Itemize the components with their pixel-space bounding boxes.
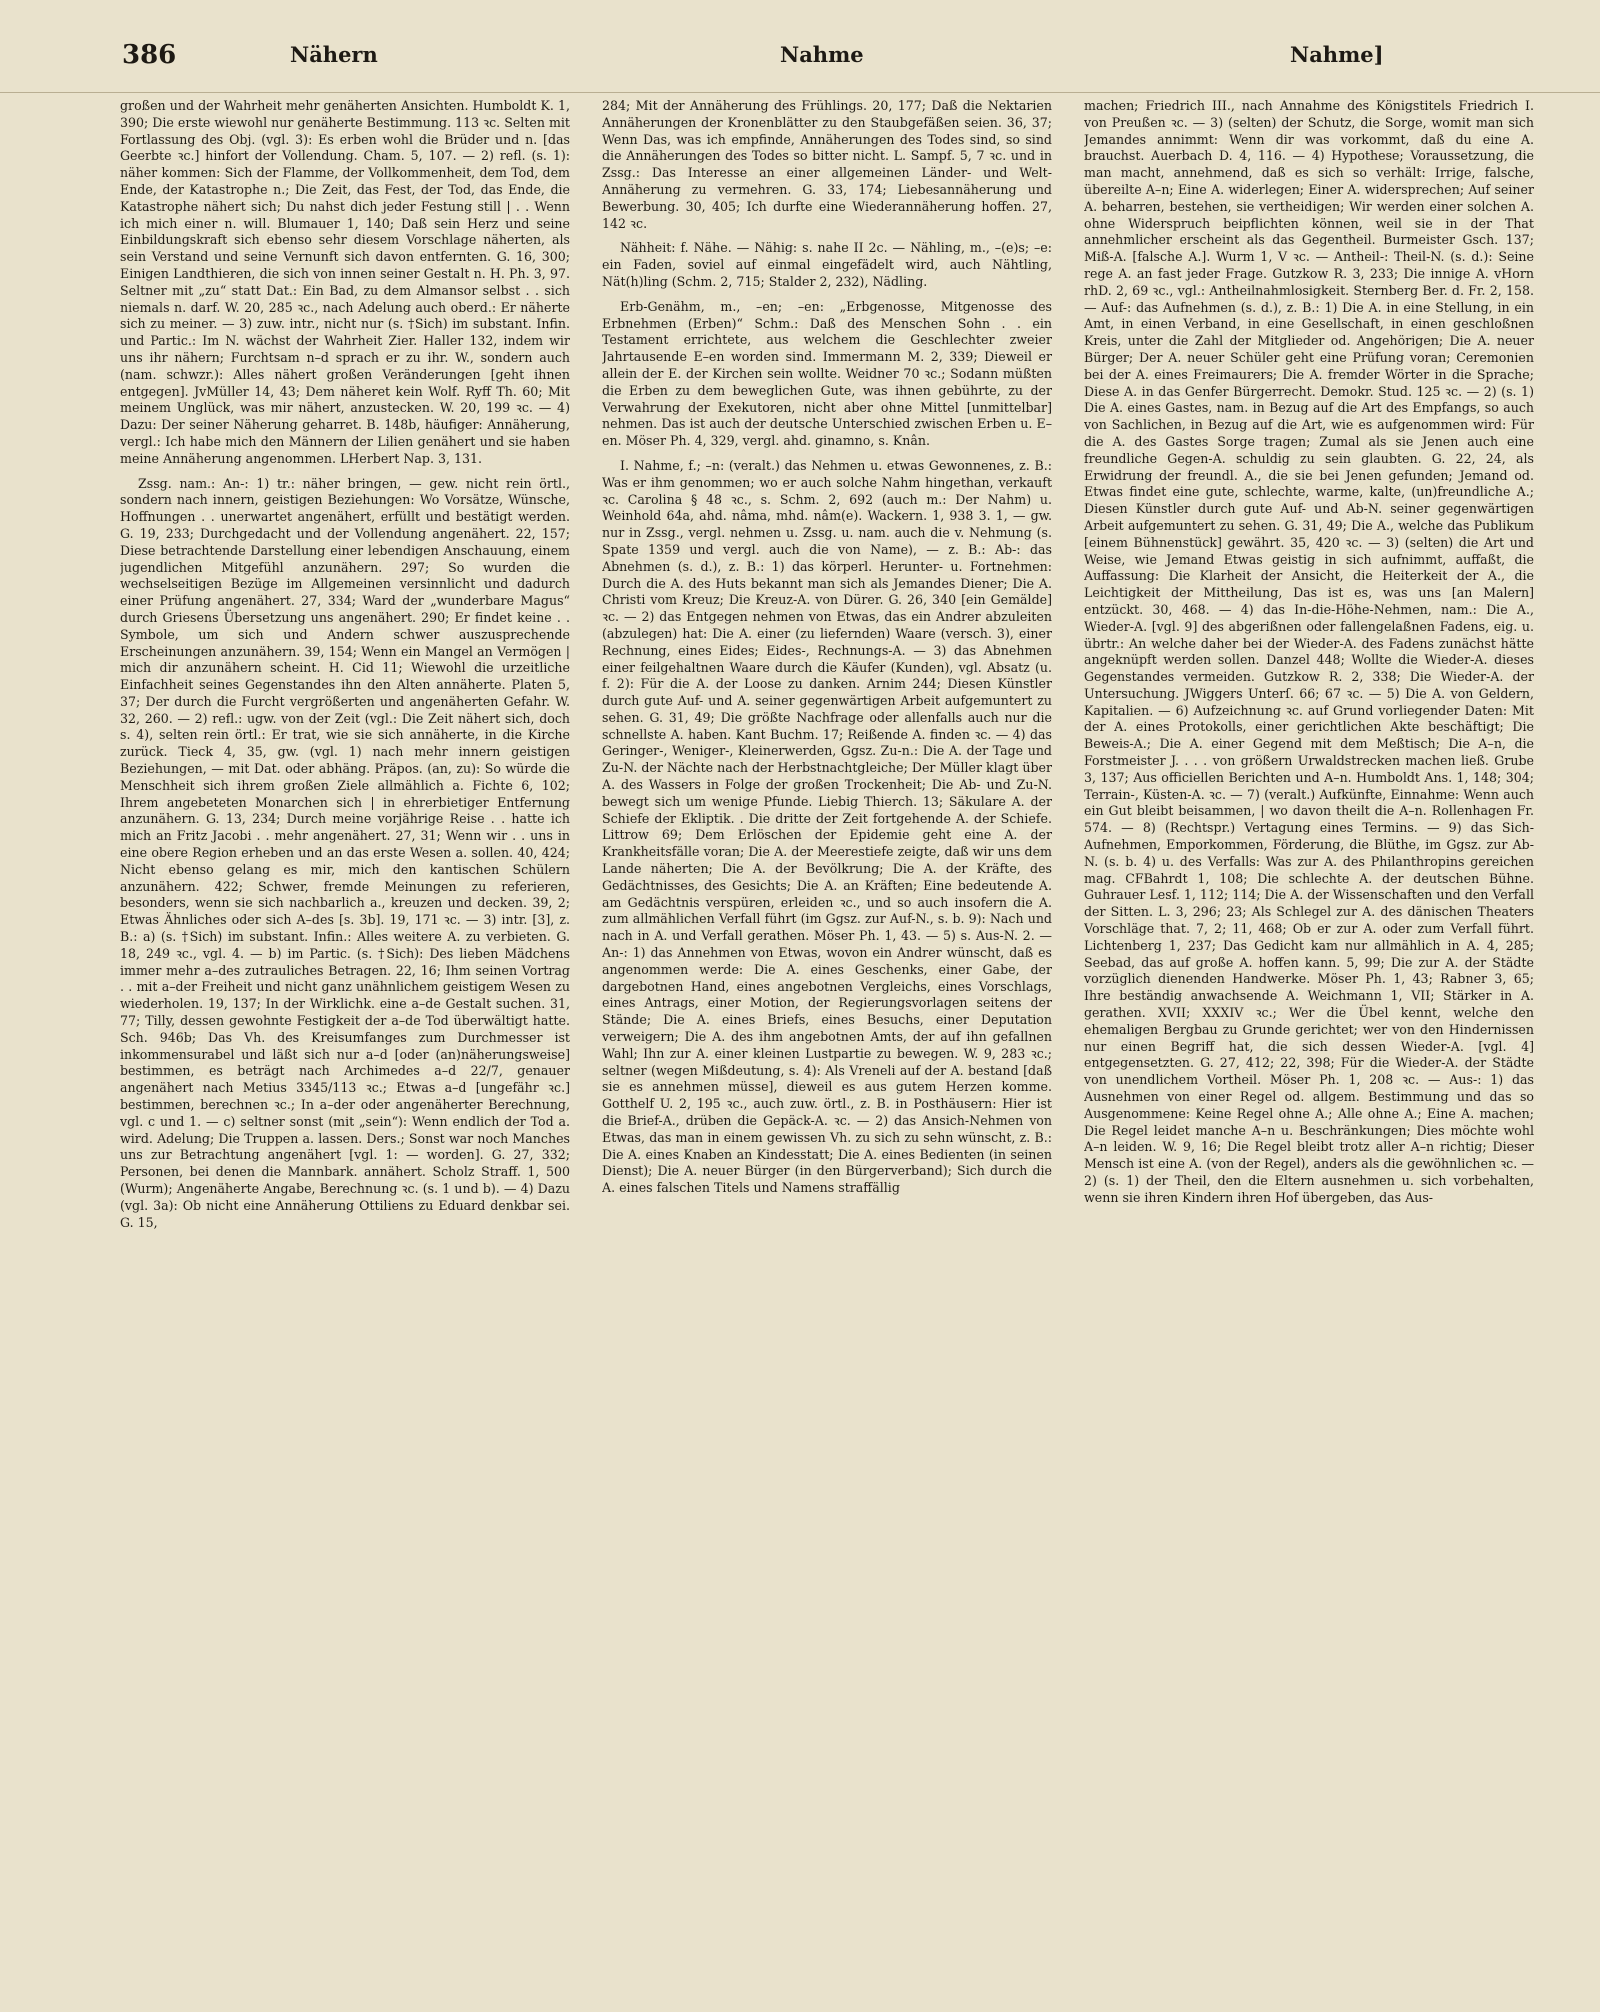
entry-nahme: I. Nahme, f.; –n: (veralt.) das Nehmen u. etwas Gewonnenes, z. B.: Was er ihm genommen; wo er auch solche Nahm hingethan, verkauft ꝛc. Carolina § 48 ꝛc., s. Schm. 2, 692 (auch m.: Der Nahm) u. Weinhold 64a, ahd. nâma, mhd. nâm(e). Wackern. 1, 938 3. 1, — gw. nur in Zssg., vergl. nehmen u. Zssg. u. nam. auch die v. Nehmung (s. Spate 1359 und vergl. auch die von Name), — z. B.: Ab-: das Abnehmen (s. d.), z. B.: 1) das körperl. Herunter- u. Fortnehmen: Durch die A. des Huts bekannt man sich als Jemandes Diener; Die A. Christi vom Kreuz; Die Kreuz-A. von Dürer. G. 26, 340 [ein Gemälde] ꝛc. — 2) das Entgegen nehmen von Etwas, das ein Andrer abzuleiten (abzulegen) hat: Die A. einer (zu liefernden) Waare (versch. 3), einer Rechnung, eines Eides; Eides-, Rechnungs-A. — 3) das Abnehmen einer feilgehaltnen Waare durch die Käufer (Kunden), vgl. Absatz (u. f. 2): Für die A. der Loose zu danken. Arnim 244; Diesen Künstler durch gute Auf- und A. seiner gegenwärtigen Arbeit aufgemuntert zu sehen. G. 31, 49; Die größte Nachfrage oder allenfalls auch nur die schnellste A. haben. Kant Buchm. 17; Reißende A. finden ꝛc. — 4) das Geringer-, Weniger-, Kleinerwerden, Ggsz. Zu-n.: Die A. der Tage und Zu-N. der Nächte nach der Herbstnachtgleiche; Der Müller klagt über A. des Wassers in Folge der großen Trockenheit; Die Ab- und Zu-N. bewegt sich um wenige Pfunde. Liebig Thierch. 13; Säkulare A. der Schiefe der Ekliptik. . Die dritte der Zeit fortgehende A. der Schiefe. Littrow 69; Dem Erlöschen der Epidemie geht eine A. der Krankheitsfälle voran; Die A. der Meerestiefe zeigte, daß wir uns dem Lande näherten; Die A. der Bevölkrung; Die A. der Kräfte, des Gedächtnisses, des Gesichts; Die A. an Kräften; Eine bedeutende A. am Gedächtnis verspüren, erleiden ꝛc., und so auch insofern die A. zum allmählichen Verfall führt (im Ggsz. zur Auf-N., s. b. 9): Nach und nach in A. und Verfall gerathen. Möser Ph. 1, 43. — 5) s. Aus-N. 2. — An-: 1) das Annehmen von Etwas, wovon ein Andrer wünscht, daß es angenommen werde: Die A. eines Geschenks, einer Gabe, der dargebotnen Hand, eines angebotnen Vergleichs, eines Vorschlags, eines Antrags, einer Motion, der Regierungsvorlagen seitens der Stände; Die A. eines Briefs, eines Besuchs, einer Deputation verweigern; Die A. des ihm angebotnen Amts, der auf ihn gefallnen Wahl; Ihn zur A. einer kleinen Lustpartie zu bewegen. W. 9, 283 ꝛc.; seltner (wegen Mißdeutung, s. 4): Als Vreneli auf der A. bestand [daß sie es annehmen müsse], dieweil es aus gutem Herzen komme. Gotthelf U. 2, 195 ꝛc., auch zuw. örtl., z. B. in Posthäusern: Hier ist die Brief-A., drüben die Gepäck-A. ꝛc. — 2) das Ansich-Nehmen von Etwas, das man in einem gewissen Vh. zu sich zu sehn wünscht, z. B.: Die A. eines Knaben an Kindesstatt; Die A. eines Bedienten (in seinen Dienst); Die A. neuer Bürger (in den Bürgerverband); Sich durch die A. eines falschen Titels und Namens straffällig (602, 457, 1052, 1196)
column-1 (120, 98, 570, 1988)
column-1-paragraph-2: Zssg. nam.: An-: 1) tr.: näher bringen, — gew. nicht rein örtl., sondern nach innern, geistigen Beziehungen: Wo Vorsätze, Wünsche, Hoffnungen . . unerwartet angenähert, erfüllt und bestätigt werden. G. 19, 233; Durchgedacht und der Vollendung angenähert. 22, 157; Diese betrachtende Darstellung einer lebendigen Anschauung, einem jugendlichen Mitgefühl anzunähern. 297; So wurden die wechselseitigen Bezüge im Allgemeinen versinnlicht und dadurch einer Prüfung angenähert. 27, 334; Ward der „wunderbare Magus“ durch Griesens Übersetzung uns angenähert. 290; Er findet keine . . Symbole, um sich und Andern schwer auszusprechende Erscheinungen anzunähern. 39, 154; Wenn ein Mangel an Vermögen | mich dir anzunähern scheint. H. Cid 11; Wiewohl die urzeitliche Einfachheit seines Gegenstandes ihn den Alten annäherte. Platen 5, 37; Der durch die Furcht vergrößerten und angenäherten Gefahr. W. 32, 260. — 2) refl.: ugw. von der Zeit (vgl.: Die Zeit nähert sich, doch s. 4), selten rein örtl.: Er trat, wie sie sich annäherte, in die Kirche zurück. Tieck 4, 35, gw. (vgl. 1) nach mehr innern geistigen Beziehungen, — mit Dat. oder abhäng. Präpos. (an, zu): So würde die Menschheit sich ihrem großen Ziele allmählich a. Fichte 6, 102; Ihrem angebeteten Monarchen sich | in ehrerbietiger Entfernung anzunähern. G. 13, 234; Durch meine vorjährige Reise . . hatte ich mich an Fritz Jacobi . . mehr angenähert. 27, 31; Wenn wir . . uns in eine obere Region erheben und an das erste Wesen a. sollen. 40, 424; Nicht ebenso gelang es mir, mich den kantischen Schülern anzunähern. 422; Schwer, fremde Meinungen zu referieren, besonders, wenn sie sich nachbarlich a., kreuzen und decken. 39, 2; Etwas Ähnliches oder sich A–des [s. 3b]. 19, 171 ꝛc. — 3) intr. [3], z. B.: a) (s. †Sich) im substant. Infin.: Alles weitere A. zu verbieten. G. 18, 249 ꝛc., vgl. 4. — b) im Partic. (s. †Sich): Des lieben Mädchens immer mehr a–des zutrauliches Betragen. 22, 16; Ihm seinen Vortrag . . mit a–der Freiheit und nicht ganz unähnlichem geistigem Wesen zu wiederholen. 19, 137; In der Wirklichk. eine a–de Gestalt suchen. 31, 77; Tilly, dessen gewohnte Festigkeit der a–de Tod überwältigt hatte. Sch. 946b; Das Vh. des Kreisumfanges zum Durchmesser ist inkommensurabel und läßt sich nur a–d [oder (an)näherungsweise] bestimmen, es beträgt nach Archimedes a–d 22/7, genauer angenähert nach Metius 3345/113 ꝛc.; Etwas a–d [ungefähr ꝛc.] bestimmen, berechnen ꝛc.; In a–der oder angenäherter Berechnung, vgl. c und 1. — c) seltner sonst (mit „sein“): Wenn endlich der Tod a. wird. Adelung; Die Truppen a. lassen. Ders.; Sonst war noch Manches uns zur Betrachtung angenähert [vgl. 1: — worden]. G. 27, 332; Personen, bei denen die Mannbark. annähert. Scholz Straff. 1, 500 (Wurm); Angenäherte Angabe, Berechnung ꝛc. (s. 1 und b). — 4) Dazu (vgl. 3a): Ob nicht eine Annäherung Ottiliens zu Eduard denkbar sei. G. 15, (120, 475, 570, 1230)
entry-naehheit: Nähheit: f. Nähe. — Nähig: s. nahe II 2c. — Nähling, m., –(e)s; –e: ein Faden, soviel auf einmal eingefädelt wird, auch Nähtling, Nät(h)ling (Schm. 2, 715; Stalder 2, 232), Nädling. (602, 240, 1052, 289)
page-number: 386 (122, 40, 177, 70)
entry-erb-genaehm: Erb-Genähm, m., –en; –en: „Erbgenosse, Mitgenosse des Erbnehmen (Erben)“ Schm.: Daß des Menschen Sohn . . ein Testament errichtete, aus welchem die Geschlechter zweier Jahrtausende E–en worden sind. Immermann M. 2, 339; Dieweil er allein der E. der Kirchen sein wollte. Weidner 70 ꝛc.; Sodann müßten die Erben zu dem beweglichen Gute, was ihnen gebührte, zu der Verwahrung der Exekutoren, nicht aber ohne Mittel [unmittelbar] nehmen. Das ist auch der deutsche Unterschied zwischen Erben u. E–en. Möser Ph. 4, 329, vergl. ahd. ginamno, s. Knân. (602, 298, 1052, 449)
column-2-paragraph-1: 284; Mit der Annäherung des Frühlings. 20, 177; Daß die Nektarien Annäherungen der Kronenblätter zu den Staubgefäßen seien. 36, 37; Wenn Das, was ich empfinde, Annäherungen des Todes sind, so sind die Annäherungen des Todes so bitter nicht. L. Sampf. 5, 7 ꝛc. und in Zssg.: Das Interesse an einer allgemeinen Länder- und Welt-Annäherung zu vermehren. G. 33, 174; Liebesannäherung und Bewerbung. 30, 405; Ich durfte eine Wiederannäherung hoffen. 27, 142 ꝛc. (602, 98, 1052, 231)
column-3-paragraph-1: machen; Friedrich III., nach Annahme des Königstitels Friedrich I. von Preußen ꝛc. — 3) (selten) der Schutz, die Sorge, womit man sich Jemandes annimmt: Wenn dir was vorkommt, daß du eine A. brauchst. Auerbach D. 4, 116. — 4) Hypothese; Voraussetzung, die man macht, annehmend, daß es sich so verhält: Irrige, falsche, übereilte A–n; Eine A. widerlegen; Einer A. widersprechen; Auf seiner A. beharren, bestehen, sie vertheidigen; Wir werden einer solchen A. ohne Widerspruch beipflichten können, weil sie in der That annehmlicher erscheint als das Gegentheil. Burmeister Gsch. 137; Miß-A. [falsche A.]. Wurm 1, V ꝛc. — Antheil-: Theil-N. (s. d.): Seine rege A. an fast jeder Frage. Gutzkow R. 3, 233; Die innige A. vHorn rhD. 2, 69 ꝛc., vgl.: Antheilnahmlosigkeit. Sternberg Ber. d. Fr. 2, 158. — Auf-: das Aufnehmen (s. d.), z. B.: 1) Die A. in eine Stellung, in ein Amt, in einen Verband, in eine Gesellschaft, in einen geschloßnen Kreis, unter die Zahl der Mitglieder od. Angehörigen; Die A. neuer Bürger; Der A. neuer Schüler geht eine Prüfung voran; Ceremonien bei der A. eines Freimaurers; Die A. fremder Wörter in die Sprache; Diese A. in das Genfer Bürgerrecht. Demokr. Stud. 125 ꝛc. — 2) (s. 1) Die A. eines Gastes, nam. in Bezug auf die Art des Empfangs, so auch von Sachlichen, in Bezug auf die Art, wie es aufgenommen wird: Für die A. des Gastes Sorge tragen; Zumal als sie Jenen auch eine freundliche Gegen-A. schuldig zu sein glaubten. G. 22, 24, als Erwidrung der freundl. A., die sie bei Jenen gefunden; Jemand od. Etwas findet eine gute, schlechte, warme, kalte, (un)freundliche A.; Diesen Künstler durch gute Auf- und Ab-N. seiner gegenwärtigen Arbeit aufgemuntert zu sehen. G. 31, 49; Die A., welche das Publikum [einem Bühnenstück] gewährt. 35, 420 ꝛc. — 3) (selten) die Art und Weise, wie Jemand Etwas geistig in sich aufnimmt, auffaßt, die Auffassung: Die Klarheit der Ansicht, die Heiterkeit der A., die Leichtigkeit der Mittheilung, Das ist es, was uns [an Malern] entzückt. 30, 468. — 4) das In-die-Höhe-Nehmen, nam.: Die A., Wieder-A. [vgl. 9] des abgerißnen oder fallengelaßnen Fadens, eig. u. übrtr.: An welche daher bei der Wieder-A. des Fadens zunächst hätte angeknüpft werden sollen. Danzel 448; Wollte die Wieder-A. dieses Gegenstandes vermeiden. Gutzkow R. 2, 338; Die Wieder-A. der Untersuchung. JWiggers Unterſ. 66; 67 ꝛc. — 5) Die A. von Geldern, Kapitalien. — 6) Aufzeichnung ꝛc. auf Grund vorliegender Daten: Mit der A. eines Protokolls, einer gerichtlichen Akte beschäftigt; Die Beweis-A.; Die A. einer Gegend mit dem Meßtisch; Die A–n, die Forstmeister J. . . . von größern Urwaldstrecken machen ließ. Grube 3, 137; Aus officiellen Berichten und A–n. Humboldt Ans. 1, 148; 304; Terrain-, Küsten-A. ꝛc. — 7) (veralt.) Aufkünfte, Einnahme: Wenn auch ein Gut bleibt beisammen, | wo davon theilt die A–n. Rollenhagen Fr. 574. — 8) (Rechtspr.) Vertagung eines Termins. — 9) das Sich-Aufnehmen, Emporkommen, Förderung, die Blüthe, im Ggsz. zur Ab-N. (s. b. 4) u. des Verfalls: Was zur A. des Philanthropins gereichen mag. CFBahrdt 1, 108; Die schlechte A. der deutschen Bühne. Guhrauer Lesf. 1, 112; 114; Die A. der Wissenschaften und den Verfall der Sitten. L. 3, 296; 23; Als Schlegel zur A. des dänischen Theaters Vorschläge that. 7, 2; 11, 468; Ob er zur A. oder zum Verfall führt. Lichtenberg 1, 237; Das Gedicht kam nur allmählich in A. 4, 285; Seebad, das auf große A. hoffen kann. 5, 99; Die zur A. der Städte vorzüglich dienenden Handwerke. Möser Ph. 1, 43; Rabner 3, 65; Ihre beständig anwachsende A. Weichmann 1, VII; Stärker in A. gerathen. XVII; XXXIV ꝛc.; Wer die Übel kennt, welche den ehemaligen Bergbau zu Grunde gerichtet; wer von den Hindernissen nur einen Begriff hat, die sich dessen Wieder-A. [vgl. 4] entgegensetzten. G. 27, 412; 22, 398; Für die Wieder-A. der Städte von unendlichem Vortheil. Möser Ph. 1, 208 ꝛc. — Aus-: 1) das Ausnehmen von einer Regel od. allgem. Bestimmung und das so Ausgenommene: Keine Regel ohne A.; Alle ohne A.; Eine A. machen; Die Regel leidet manche A–n u. Beschränkungen; Dies möchte wohl A–n leiden. W. 9, 16; Die Regel bleibt trotz aller A–n richtig; Dieser Mensch ist eine A. (von der Regel), anders als die gewöhnlichen ꝛc. — 2) (s. 1) der Theil, den die Eltern ausnehmen u. sich vorbehalten, wenn sie ihren Kindern ihren Hof übergeben, das Aus- (1084, 98, 1534, 1205)
column-3 (1084, 98, 1534, 1988)
column-2 (602, 98, 1052, 1988)
column-1-paragraph-1: großen und der Wahrheit mehr genäherten Ansichten. Humboldt K. 1, 390; Die erste wiewohl nur genäherte Bestimmung. 113 ꝛc. Selten mit Fortlassung des Obj. (vgl. 3): Es erben wohl die Brüder und n. [das Geerbte ꝛc.] hinfort der Vollendung. Cham. 5, 107. — 2) refl. (s. 1): näher kommen: Sich der Flamme, der Vollkommenheit, dem Tod, dem Ende, der Katastrophe n.; Die Zeit, das Fest, der Tod, das Ende, die Katastrophe nähert sich; Du nahst dich jeder Festung still | . . Wenn ich mich einer n. will. Blumauer 1, 140; Daß sein Herz und seine Einbildungskraft sich ebenso sehr diesem Vorschlage näherten, als sein Verstand und seine Vernunft sich davon entfernten. G. 16, 300; Einigen Landthieren, die sich von innen seiner Gestalt n. H. Ph. 3, 97. Seltner mit „zu“ statt Dat.: Ein Bad, zu dem Almansor selbst . . sich niemals n. darf. W. 20, 285 ꝛc., nach Adelung auch oberd.: Er näherte sich zu meiner. — 3) zuw. intr., nicht nur (s. †Sich) im substant. Infin. und Partic.: Im N. wächst der Wahrheit Zier. Haller 132, indem wir uns ihr nähern; Furchtsam n–d sprach er zu ihr. W., sondern auch (nam. schwzr.): Alles nähert großen Veränderungen [geht ihnen entgegen]. JvMüller 14, 43; Dem näheret kein Wolf. Ryff Th. 60; Mit meinem Unglück, was mir nähert, anzustecken. W. 20, 199 ꝛc. — 4) Dazu: Der seiner Näherung geharret. B. 148b, häufiger: Annäherung, vergl.: Ich habe mich den Männern der Lilien genähert und sie haben meine Annäherung angenommen. LHerbert Nap. 3, 131. (120, 98, 570, 466)
text-columns (120, 98, 1534, 1988)
header-left-word: Nähern (290, 42, 378, 67)
header-center-word: Nahme (780, 42, 864, 67)
header-right-word: Nahme] (1290, 42, 1384, 67)
running-header (0, 0, 1600, 93)
